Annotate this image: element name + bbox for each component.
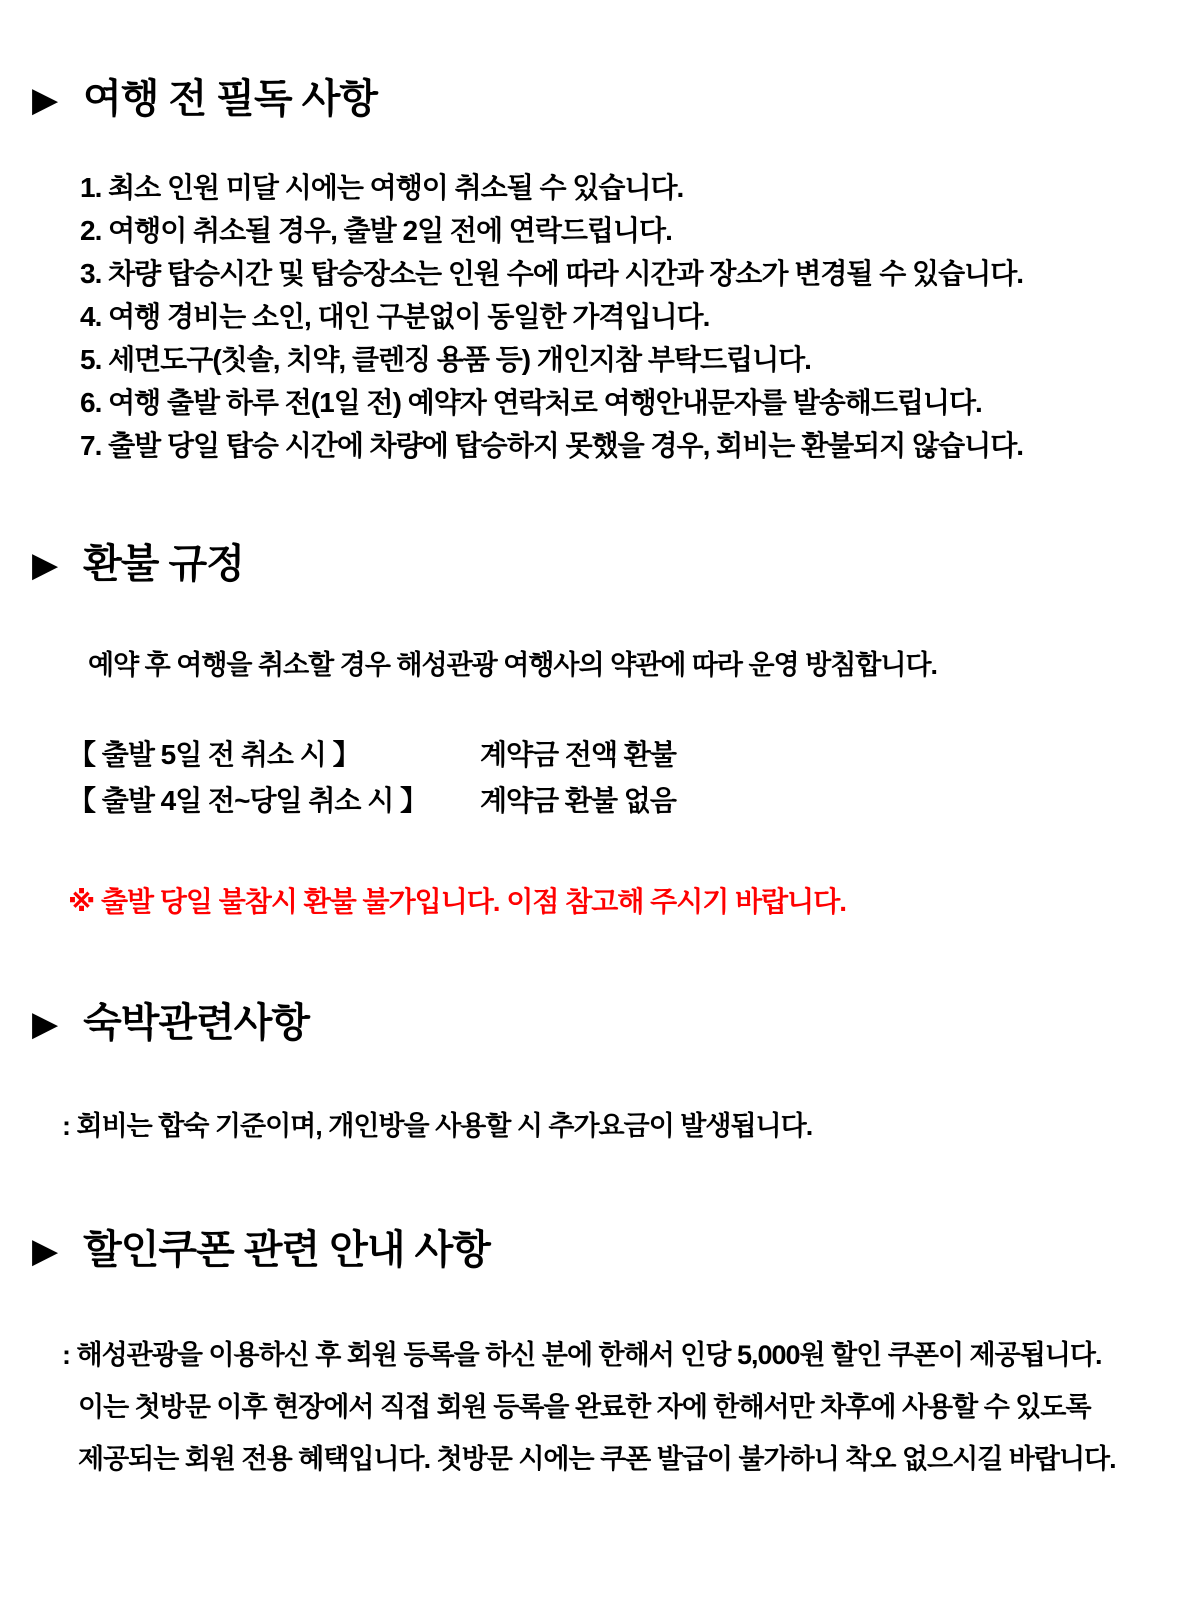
refund-warning-text: ※ 출발 당일 불참시 환불 불가입니다. 이점 참고해 주시기 바랍니다.: [68, 886, 847, 917]
lodging-note-text: : 회비는 합숙 기준이며, 개인방을 사용할 시 추가요금이 발생됩니다.: [62, 1111, 813, 1141]
section-refund: [0, 467, 1200, 920]
refund-rules: [68, 732, 1200, 824]
list-item: 2. 여행이 취소될 경우, 출발 2일 전에 연락드립니다.: [80, 215, 672, 246]
list-item: 5. 세면도구(칫솔, 치약, 클렌징 용품 등) 개인지참 부탁드립니다.: [80, 344, 811, 375]
section-lodging-title: 숙박관련사항: [83, 1001, 309, 1045]
section-pre-trip: [0, 0, 1200, 467]
section-pre-trip-title: 여행 전 필독 사항: [83, 77, 377, 121]
coupon-paragraph: [62, 1329, 1160, 1485]
refund-rule-result: 계약금 전액 환불: [480, 739, 676, 770]
pre-trip-list: [80, 166, 1200, 467]
coupon-line: : 해성관광을 이용하신 후 회원 등록을 하신 분에 한해서 인당 5,000원 할인 쿠폰이 제공됩니다.: [62, 1340, 1102, 1370]
refund-rule-row: [68, 732, 1200, 778]
refund-rule-result: 계약금 환불 없음: [480, 785, 676, 816]
refund-rule-row: [68, 778, 1200, 824]
triangle-marker-icon: ▶: [32, 546, 58, 584]
coupon-line: 이는 첫방문 이후 현장에서 직접 회원 등록을 완료한 자에 한해서만 차후에 사용할 수 있도록: [78, 1392, 1091, 1422]
triangle-marker-icon: ▶: [32, 81, 58, 119]
section-lodging: [0, 920, 1200, 1143]
section-refund-header: [32, 541, 1200, 587]
list-item: 4. 여행 경비는 소인, 대인 구분없이 동일한 가격입니다.: [80, 301, 710, 332]
section-pre-trip-header: [32, 76, 1200, 122]
refund-rule-condition: 【 출발 5일 전 취소 시 】: [68, 739, 360, 770]
section-coupon: [0, 1143, 1200, 1485]
list-item: 6. 여행 출발 하루 전(1일 전) 예약자 연락처로 여행안내문자를 발송해드립니다.: [80, 387, 982, 418]
refund-rule-condition: 【 출발 4일 전~당일 취소 시 】: [68, 785, 428, 816]
section-refund-title: 환불 규정: [83, 542, 244, 586]
list-item: 7. 출발 당일 탑승 시간에 차량에 탑승하지 못했을 경우, 회비는 환불되지 않습니다.: [80, 430, 1024, 461]
section-coupon-header: [32, 1227, 1200, 1273]
coupon-line: 제공되는 회원 전용 혜택입니다. 첫방문 시에는 쿠폰 발급이 불가하니 착오 없으시길 바랍니다.: [78, 1444, 1116, 1474]
section-lodging-header: [32, 1000, 1200, 1046]
refund-intro-text: 예약 후 여행을 취소할 경우 해성관광 여행사의 약관에 따라 운영 방침합니다.: [88, 650, 938, 680]
triangle-marker-icon: ▶: [32, 1005, 58, 1043]
list-item: 3. 차량 탑승시간 및 탑승장소는 인원 수에 따라 시간과 장소가 변경될 수 있습니다.: [80, 258, 1024, 289]
triangle-marker-icon: ▶: [32, 1232, 58, 1270]
list-item: 1. 최소 인원 미달 시에는 여행이 취소될 수 있습니다.: [80, 172, 684, 203]
section-coupon-title: 할인쿠폰 관련 안내 사항: [83, 1228, 490, 1272]
